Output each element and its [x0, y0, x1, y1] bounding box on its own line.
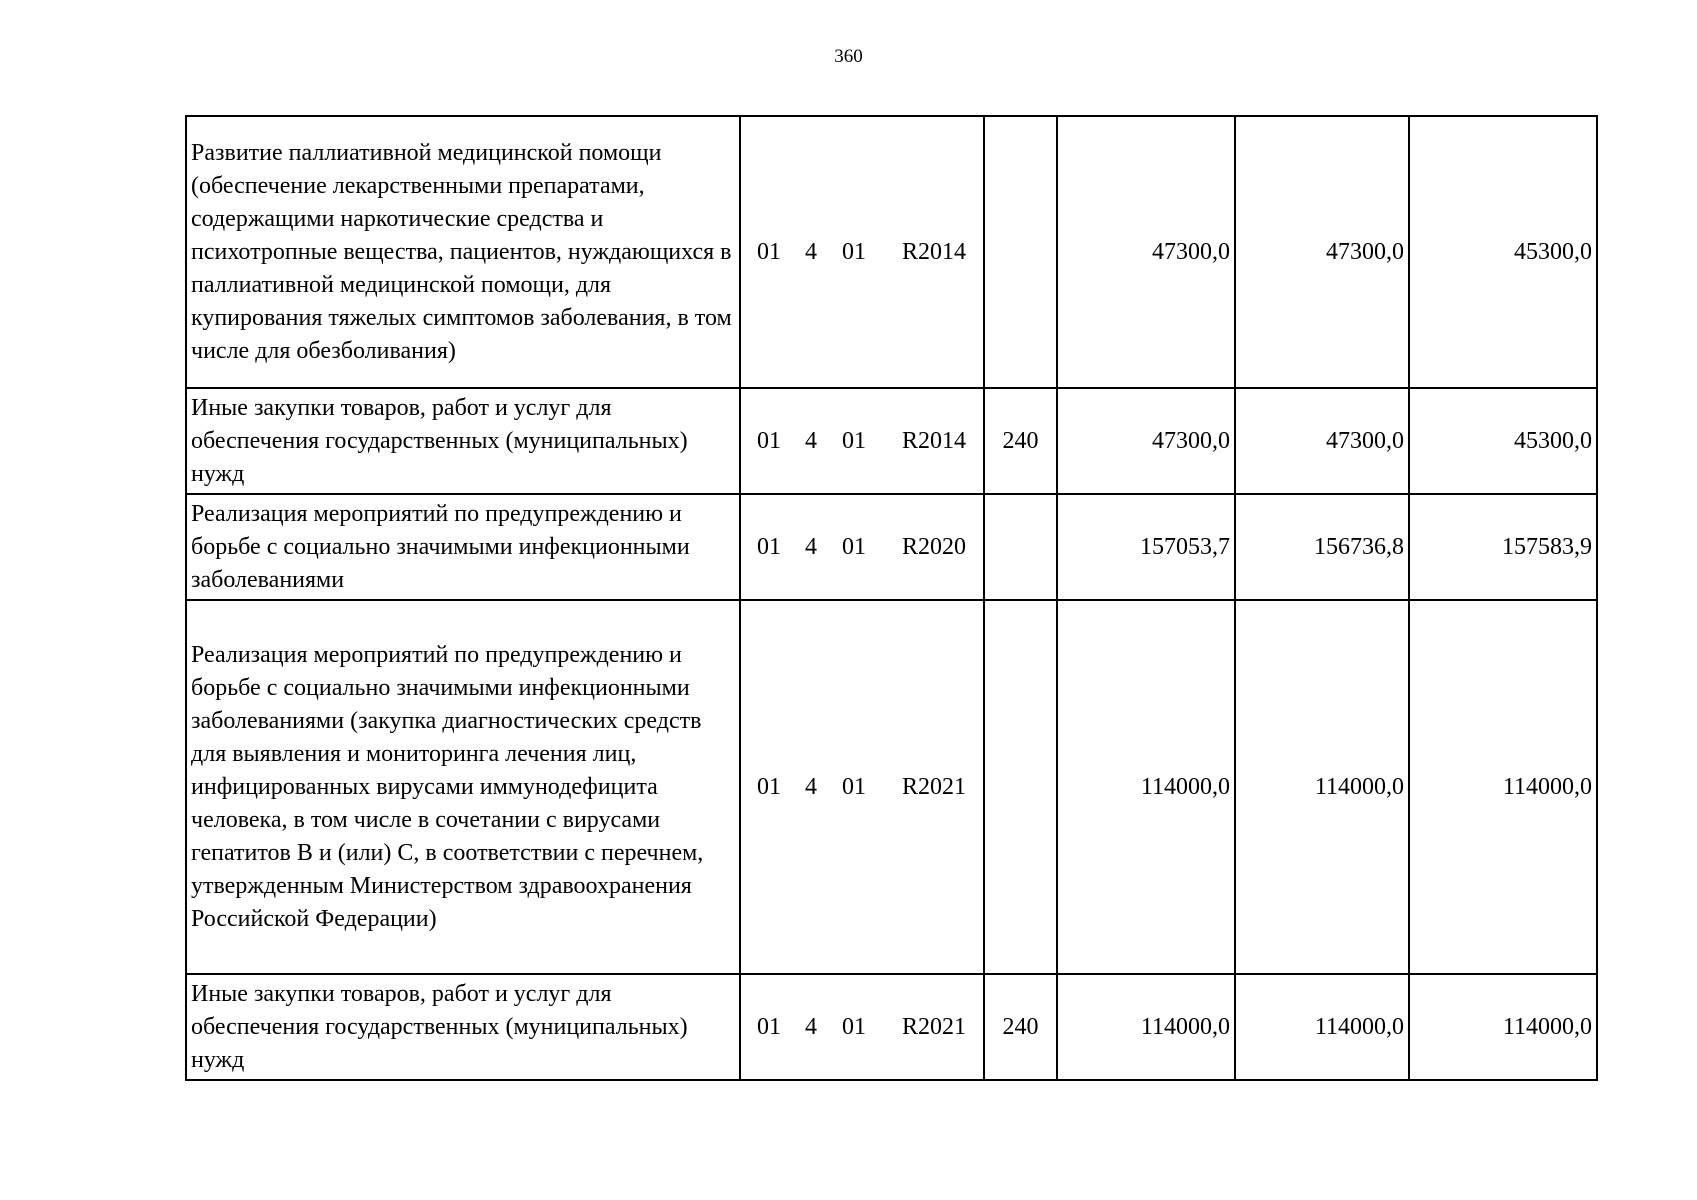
- table-row: [186, 494, 1597, 600]
- table-row: [186, 600, 1597, 974]
- row-classification-code: [740, 600, 984, 974]
- table-row: [186, 974, 1597, 1080]
- row-value-3: 114000,0: [1409, 974, 1597, 1080]
- row-value-2: 114000,0: [1235, 974, 1409, 1080]
- code-direction: R2021: [902, 1013, 967, 1040]
- row-classification-code: [740, 974, 984, 1080]
- row-expense-type: 240: [984, 974, 1057, 1080]
- code-program: 01: [757, 238, 781, 265]
- row-value-1: 114000,0: [1057, 600, 1235, 974]
- row-classification-code: [740, 116, 984, 388]
- code-main: 01: [842, 427, 866, 454]
- row-value-2: 47300,0: [1235, 388, 1409, 494]
- row-value-2: 114000,0: [1235, 600, 1409, 974]
- row-value-1: 47300,0: [1057, 388, 1235, 494]
- code-subprogram: 4: [805, 1013, 817, 1040]
- row-expense-type: 240: [984, 388, 1057, 494]
- row-value-1: 47300,0: [1057, 116, 1235, 388]
- row-value-3: 45300,0: [1409, 388, 1597, 494]
- row-value-2: 156736,8: [1235, 494, 1409, 600]
- code-subprogram: 4: [805, 427, 817, 454]
- code-direction: R2014: [902, 427, 967, 454]
- row-classification-code: [740, 388, 984, 494]
- row-classification-code: [740, 494, 984, 600]
- code-subprogram: 4: [805, 238, 817, 265]
- row-description: Реализация мероприятий по предупреждению и борьбе с социально значимыми инфекционными заболеваниями: [186, 494, 740, 600]
- row-value-3: 157583,9: [1409, 494, 1597, 600]
- code-main: 01: [842, 1013, 866, 1040]
- row-description: Реализация мероприятий по предупреждению и борьбе с социально значимыми инфекционными заболеваниями (закупка диагностических средств для выявления и мониторинга лечения лиц, инфицированных вирусами иммунодефицита человека, в том числе в сочетании с вирусами гепатитов B и (или) C, в соответствии с перечнем, утвержденным Министерством здравоохранения Российской Федерации): [186, 600, 740, 974]
- row-value-1: 157053,7: [1057, 494, 1235, 600]
- row-value-3: 114000,0: [1409, 600, 1597, 974]
- code-subprogram: 4: [805, 533, 817, 560]
- code-program: 01: [757, 533, 781, 560]
- row-expense-type: [984, 116, 1057, 388]
- budget-table: [185, 115, 1598, 1081]
- row-value-2: 47300,0: [1235, 116, 1409, 388]
- table-row: [186, 388, 1597, 494]
- row-expense-type: [984, 494, 1057, 600]
- table-row: [186, 116, 1597, 388]
- code-direction: R2020: [902, 533, 967, 560]
- row-description: Развитие паллиативной медицинской помощи (обеспечение лекарственными препаратами, содержащими наркотические средства и психотропные вещества, пациентов, нуждающихся в паллиативной медицинской помощи, для купирования тяжелых симптомов заболевания, в том числе для обезболивания): [186, 116, 740, 388]
- code-program: 01: [757, 1013, 781, 1040]
- row-expense-type: [984, 600, 1057, 974]
- code-program: 01: [757, 427, 781, 454]
- code-direction: R2021: [902, 773, 967, 800]
- code-main: 01: [842, 773, 866, 800]
- row-description: Иные закупки товаров, работ и услуг для обеспечения государственных (муниципальных) нужд: [186, 974, 740, 1080]
- row-description: Иные закупки товаров, работ и услуг для обеспечения государственных (муниципальных) нужд: [186, 388, 740, 494]
- page-number: 360: [834, 46, 863, 67]
- code-subprogram: 4: [805, 773, 817, 800]
- row-value-3: 45300,0: [1409, 116, 1597, 388]
- code-main: 01: [842, 533, 866, 560]
- code-main: 01: [842, 238, 866, 265]
- code-direction: R2014: [902, 238, 967, 265]
- row-value-1: 114000,0: [1057, 974, 1235, 1080]
- code-program: 01: [757, 773, 781, 800]
